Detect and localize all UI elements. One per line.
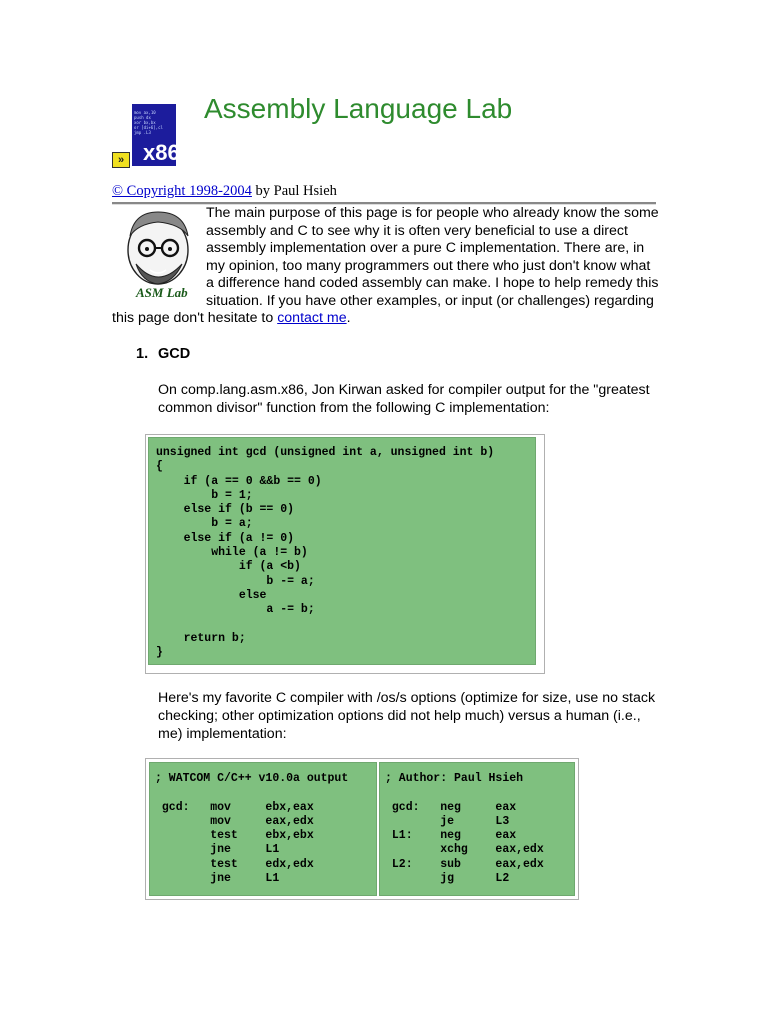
c-code-frame: [145, 434, 545, 674]
hsieh-asm-code: ; Author: Paul Hsieh gcd: neg eax je L3 L1: neg eax xchg eax,edx L2: sub eax,edx jg L2: [385, 772, 544, 886]
asm-comparison-table: [145, 758, 579, 900]
copyright-line: [112, 183, 337, 200]
asm-left-cell: [149, 762, 377, 896]
section-number: 1.: [136, 346, 149, 362]
section-heading: [136, 346, 190, 362]
logo-pattern: mov ax,10 push dx xor bx,bx or [di+6],cl jmp .L3: [134, 110, 163, 135]
author-portrait: [114, 206, 204, 300]
page-title: Assembly Language Lab: [204, 93, 513, 124]
compiler-description: Here's my favorite C compiler with /os/s options (optimize for size, use no stack checking; other optimization options did not help much) versus a human (i.e., me) implementation:: [158, 690, 656, 742]
logo-text: x86: [143, 140, 180, 165]
c-code-block: [148, 437, 536, 665]
gcd-description: On comp.lang.asm.x86, Jon Kirwan asked for compiler output for the "greatest common divisor" function from the following C implementation:: [158, 382, 650, 416]
c-code: unsigned int gcd (unsigned int a, unsigned int b) { if (a == 0 &&b == 0) b = 1; else if (b == 0) b = a; else if (a != 0) while (a != b) if (a <b) b -= a; else a -= b; return b; }: [156, 446, 495, 660]
contact-link[interactable]: contact me: [277, 310, 347, 326]
asm-x86-logo: [112, 104, 180, 166]
asm-right-cell: [379, 762, 575, 896]
byline: by Paul Hsieh: [251, 183, 337, 199]
portrait-caption: ASM Lab: [136, 285, 188, 300]
intro-text: The main purpose of this page is for people who already know the some assembly and C to see why it is often very beneficial to use a direct assembly implementation over a pure C implementation. There are, in my opinion, too many programmers out there who just don't know what a difference hand coded assembly can make. I hope to help remedy this situation. If you have other examples, or input (or challenges) regarding this page don't hesitate to: [112, 205, 659, 326]
watcom-asm-code: ; WATCOM C/C++ v10.0a output gcd: mov ebx,eax mov eax,edx test ebx,ebx jne L1 test edx,edx jne L1: [155, 772, 349, 886]
arrow-icon[interactable]: »: [112, 152, 130, 168]
section-title: GCD: [158, 346, 191, 362]
copyright-link[interactable]: © Copyright 1998-2004: [112, 183, 252, 199]
intro-end: .: [346, 310, 351, 326]
